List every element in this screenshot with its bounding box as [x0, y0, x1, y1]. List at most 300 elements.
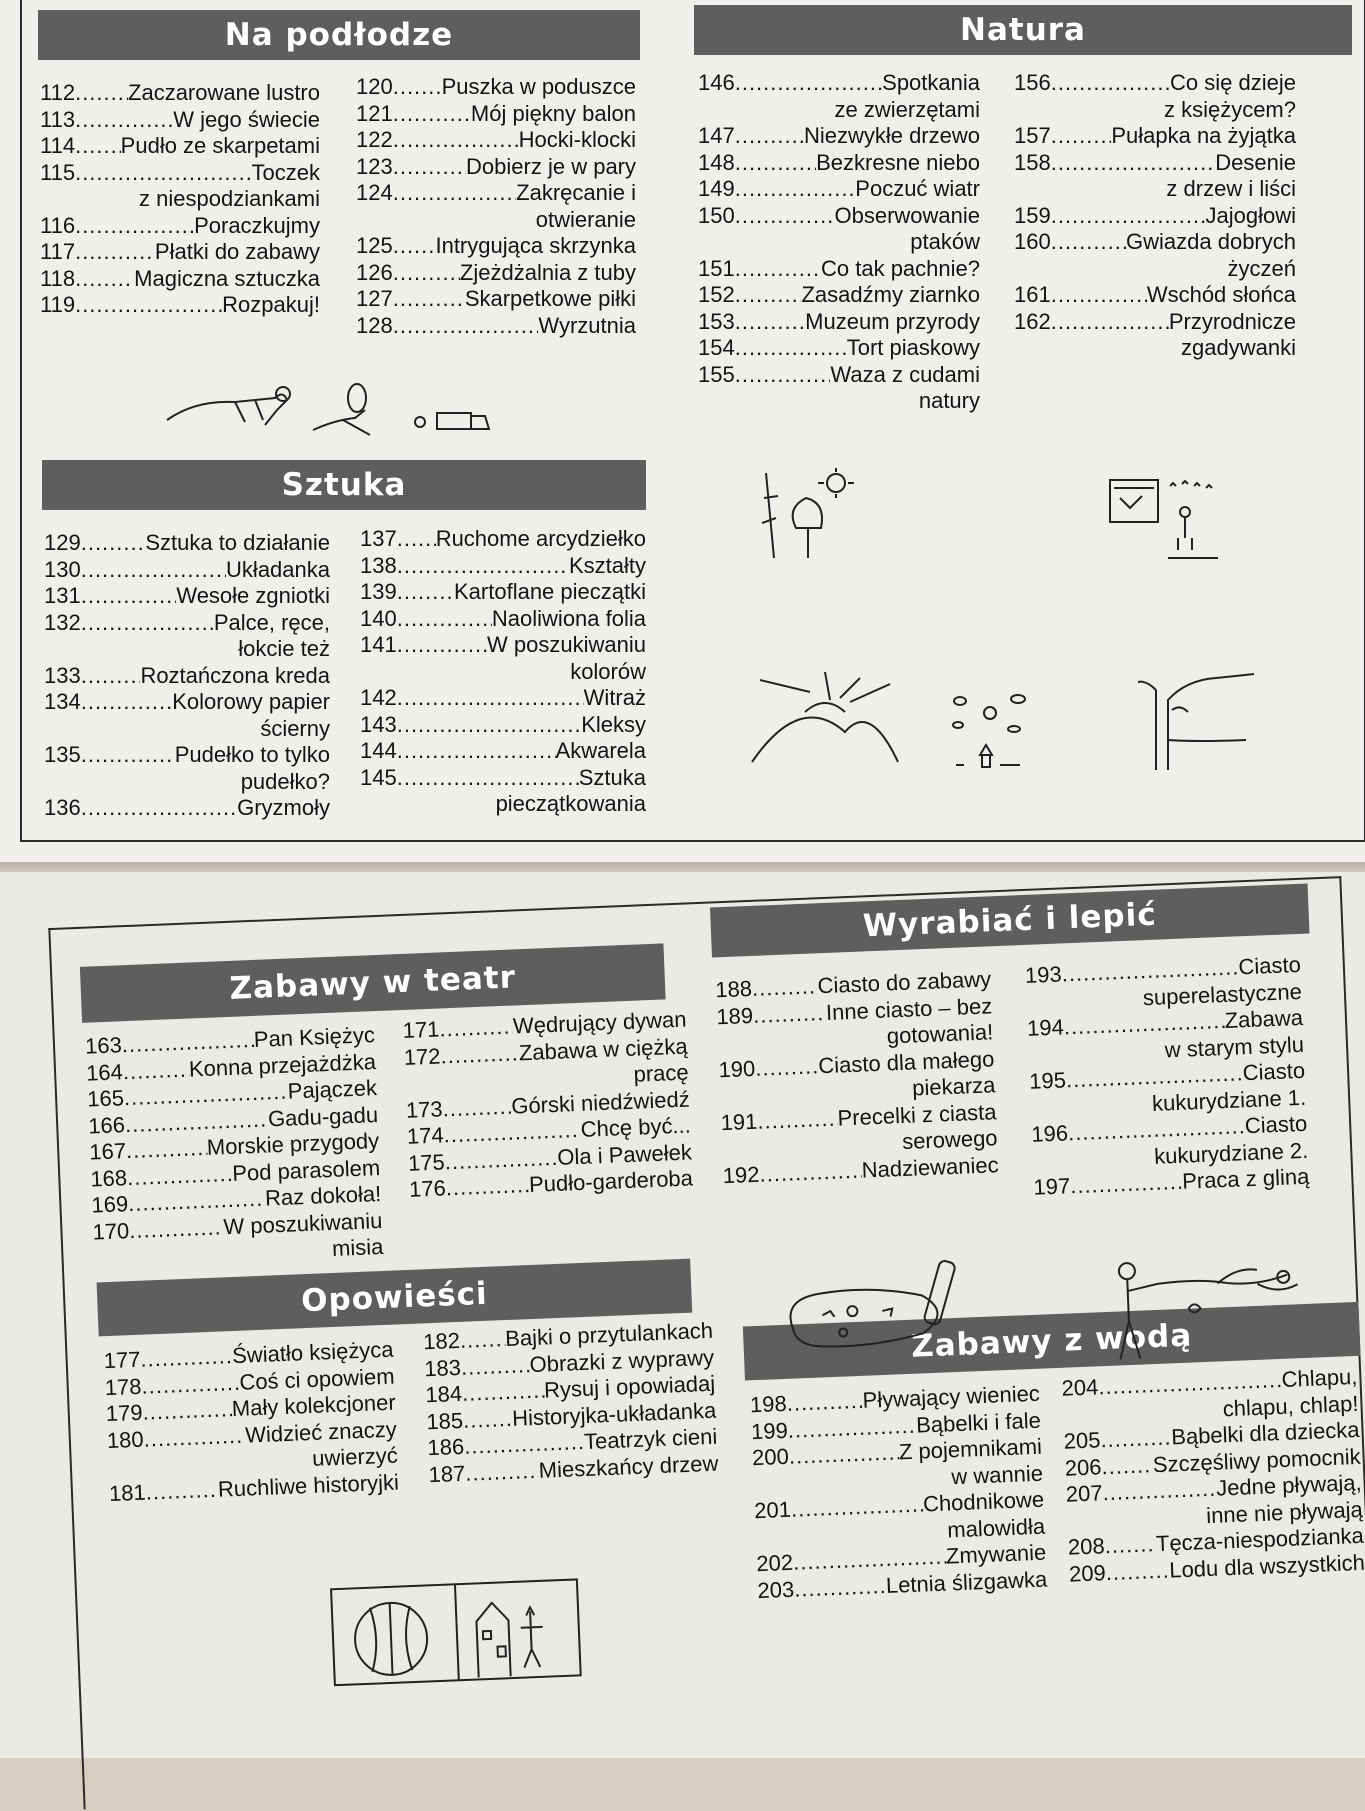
entry-title: Ruchliwe historyjki	[217, 1468, 400, 1502]
entry-title: Kolorowy papier	[172, 689, 330, 714]
list-entry	[360, 526, 646, 553]
entry-number: 168	[89, 1164, 128, 1192]
entry-title: Mój piękny balon	[470, 100, 636, 126]
entry-number: 182	[422, 1327, 461, 1355]
entry-number: 166	[87, 1111, 126, 1139]
entry-title: Pływający wieniec	[862, 1380, 1041, 1413]
list-entry	[698, 362, 980, 389]
dough-and-rolling-pin-doodle	[780, 1251, 984, 1353]
dot-leader	[1070, 1169, 1183, 1200]
dot-leader	[122, 1056, 189, 1085]
entry-number: 185	[425, 1407, 464, 1434]
list-entry	[44, 610, 330, 637]
entry-number: 121	[356, 100, 393, 126]
entry-title: Zjeżdżalnia z tuby	[459, 259, 636, 285]
entry-number: 130	[44, 556, 81, 582]
dot-leader	[393, 101, 471, 128]
entry-title: Światło księżyca	[231, 1336, 394, 1369]
dot-leader	[75, 160, 251, 187]
dot-leader	[397, 765, 579, 792]
entry-number: 123	[356, 153, 393, 179]
entry-number: 180	[106, 1426, 145, 1453]
list-entry	[360, 765, 646, 792]
dot-leader	[81, 742, 175, 769]
entry-title: Gadu-gadu	[267, 1101, 379, 1131]
entry-title: Poczuć wiatr	[855, 176, 980, 201]
list-entry	[40, 292, 320, 319]
list-entry	[698, 123, 980, 150]
entry-number: 114	[40, 133, 76, 158]
list-entry	[44, 795, 330, 822]
entry-number: 193	[1024, 961, 1063, 988]
entry-title: Pudło ze skarpetami	[120, 133, 320, 158]
list-entry	[356, 260, 636, 287]
entry-title-continuation: z niespodziankami	[139, 186, 320, 211]
entry-number: 200	[751, 1443, 790, 1471]
entry-number: 171	[402, 1016, 440, 1043]
dot-leader	[1051, 150, 1216, 177]
entry-number: 115	[40, 159, 76, 185]
dot-leader	[75, 292, 222, 319]
list-entry	[356, 101, 636, 128]
crawling-children-doodle	[165, 380, 505, 440]
entry-number: 125	[356, 233, 393, 258]
dot-leader	[393, 286, 465, 313]
entry-title: Kartoflane pieczątki	[454, 579, 646, 604]
entry-number: 116	[40, 212, 76, 238]
dot-leader	[462, 1378, 545, 1408]
entry-number: 208	[1067, 1533, 1106, 1560]
dot-leader	[393, 74, 442, 101]
entry-number: 204	[1061, 1374, 1099, 1401]
entry-title: Gryzmoły	[237, 795, 330, 820]
entry-title: Praca z gliną	[1181, 1163, 1310, 1194]
list-entry	[356, 233, 636, 260]
list-entry	[356, 313, 636, 340]
section-title-opowiesci: Opowieści	[97, 1259, 693, 1337]
dot-leader	[439, 1014, 514, 1043]
list-entry	[698, 70, 980, 97]
entry-title: Waza z cudami	[830, 361, 980, 387]
dot-leader	[1051, 282, 1147, 309]
dot-leader	[735, 176, 856, 203]
entry-number: 190	[717, 1055, 756, 1082]
entry-title-continuation: kolorów	[570, 658, 646, 684]
entry-number: 163	[84, 1032, 123, 1059]
entry-title: Toczek	[251, 159, 320, 185]
entry-number: 146	[698, 70, 735, 95]
section-title-zabawy-z-woda: Zabawy z wodą	[743, 1302, 1361, 1381]
section-title-zabawy-w-teatr: Zabawy w teatr	[80, 943, 666, 1022]
entry-title: Niezwykłe drzewo	[803, 123, 980, 148]
entry-number: 134	[44, 689, 81, 714]
entry-title: Desenie	[1215, 149, 1296, 175]
section-title-na-podlodze: Na podłodze	[38, 10, 640, 60]
dot-leader	[1051, 70, 1170, 97]
entry-title: Co tak pachnie?	[821, 255, 980, 281]
entry-title: Z pojemnikami	[898, 1433, 1043, 1465]
entry-number: 126	[356, 259, 393, 285]
entry-number: 124	[356, 180, 393, 205]
entry-title: Coś ci opowiem	[238, 1363, 396, 1395]
entry-number: 113	[40, 106, 76, 132]
entry-title: Sztuka	[578, 764, 646, 790]
dot-leader	[442, 1093, 512, 1122]
list-entry	[44, 583, 330, 610]
dot-leader	[393, 260, 460, 287]
dot-leader	[397, 606, 492, 633]
entry-number: 199	[750, 1417, 789, 1444]
entry-number: 131	[44, 583, 81, 608]
entry-number: 181	[108, 1479, 147, 1506]
dot-leader	[753, 999, 827, 1028]
dot-leader	[735, 362, 831, 389]
entry-title: Zabawa	[1224, 1004, 1304, 1033]
entry-title: Intrygująca skrzynka	[435, 233, 636, 258]
list-zabawy-z-woda-col1	[749, 1381, 1047, 1604]
entry-title: Zabawa w ciężką	[518, 1033, 689, 1065]
entry-title: Tęcza-niespodzianka	[1155, 1522, 1365, 1557]
entry-number: 140	[360, 605, 397, 631]
entry-title-continuation: życzeń	[1227, 255, 1296, 281]
list-entry	[356, 74, 636, 101]
list-entry	[356, 286, 636, 313]
entry-number: 183	[423, 1354, 462, 1381]
dot-leader	[463, 1405, 513, 1433]
entry-number: 189	[715, 1002, 754, 1029]
list-entry	[1014, 309, 1296, 336]
bottom-rotated-content	[0, 817, 1365, 1757]
entry-number: 186	[426, 1433, 465, 1461]
list-entry	[356, 154, 636, 181]
entry-number: 132	[44, 609, 81, 635]
entry-title: Palce, ręce,	[213, 609, 330, 635]
dot-leader	[145, 1476, 218, 1505]
entry-number: 151	[698, 255, 735, 281]
entry-number: 161	[1014, 282, 1051, 307]
list-wyrabiac-i-lepic-col2	[1024, 952, 1309, 1201]
entry-number: 160	[1014, 229, 1051, 254]
top-page	[0, 0, 1365, 872]
entry-number: 176	[408, 1175, 447, 1202]
dot-leader	[126, 1135, 208, 1165]
child-with-branch-doodle	[1107, 1254, 1311, 1362]
list-entry	[360, 553, 646, 580]
entry-title: Pajączek	[287, 1075, 378, 1104]
list-entry	[40, 213, 320, 240]
entry-number: 137	[360, 526, 397, 551]
entry-number: 187	[428, 1460, 466, 1487]
list-entry	[356, 127, 636, 154]
dot-leader	[757, 1105, 838, 1135]
entry-title-continuation: w wannie	[950, 1460, 1044, 1489]
dot-leader	[460, 1352, 530, 1381]
entry-number: 191	[720, 1108, 758, 1135]
entry-title: Układanka	[226, 556, 330, 582]
dot-leader	[393, 127, 519, 154]
entry-title: Kleksy	[581, 711, 646, 737]
entry-number: 188	[714, 975, 753, 1003]
entry-number: 112	[40, 80, 76, 105]
entry-number: 147	[698, 123, 735, 148]
entry-number: 209	[1068, 1559, 1107, 1587]
entry-number: 207	[1065, 1480, 1104, 1507]
dot-leader	[735, 256, 821, 283]
dot-leader	[755, 1053, 819, 1082]
entry-number: 205	[1063, 1427, 1101, 1454]
entry-title: Jajogłowi	[1205, 202, 1296, 228]
entry-number: 159	[1014, 202, 1051, 228]
entry-title: Pan Księżyc	[253, 1022, 376, 1052]
list-entry	[1014, 282, 1296, 309]
dot-leader	[794, 1573, 887, 1603]
list-entry	[44, 663, 330, 690]
entry-number: 158	[1014, 149, 1051, 175]
mountains-and-sun-doodle	[750, 672, 900, 767]
list-entry	[40, 107, 320, 134]
entry-number: 179	[105, 1399, 144, 1427]
entry-title: Ruchome arcydziełko	[435, 526, 646, 551]
list-entry	[698, 150, 980, 177]
entry-title: Nadziewaniec	[861, 1151, 1000, 1183]
entry-number: 139	[360, 579, 397, 604]
entry-number: 141	[360, 632, 397, 657]
entry-number: 145	[360, 764, 397, 790]
entry-number: 156	[1014, 70, 1051, 95]
entry-title-continuation: misia	[331, 1233, 384, 1261]
entry-title-continuation: otwieranie	[535, 206, 636, 232]
section-title-wyrabiac-i-lepic: Wyrabiać i lepić	[710, 884, 1310, 958]
entry-title: Akwarela	[555, 738, 646, 763]
entry-title: Wędrujący dywan	[512, 1006, 687, 1039]
dot-leader	[1100, 1424, 1172, 1453]
entry-number: 206	[1064, 1453, 1102, 1481]
dot-leader	[129, 1214, 224, 1244]
dot-leader	[735, 282, 802, 309]
entry-number: 174	[406, 1122, 445, 1149]
entry-number: 129	[44, 530, 81, 555]
entry-title: Ciasto do zabawy	[817, 966, 992, 999]
entry-number: 173	[405, 1095, 444, 1123]
dot-leader	[735, 150, 816, 177]
entry-title: Mały kolekcjoner	[231, 1389, 397, 1422]
dot-leader	[1104, 1531, 1156, 1560]
entry-number: 167	[88, 1138, 127, 1165]
entry-title: Zakręcanie i	[516, 180, 636, 205]
entry-title: Spotkania	[882, 70, 980, 95]
entry-number: 127	[356, 286, 393, 311]
dot-leader	[397, 632, 487, 659]
dot-leader	[786, 1388, 863, 1418]
entry-title: W poszukiwaniu	[222, 1207, 383, 1239]
dot-leader	[397, 526, 436, 553]
dot-leader	[1051, 203, 1206, 230]
dot-leader	[1051, 123, 1112, 150]
entry-title: Witraż	[583, 685, 646, 710]
list-na-podlodze-col2	[356, 74, 636, 339]
entry-title-continuation: gotowania!	[886, 1019, 994, 1049]
entry-number: 153	[698, 308, 735, 334]
entry-title-continuation: ptaków	[910, 229, 980, 254]
entry-title-continuation: zgadywanki	[1181, 335, 1296, 360]
dot-leader	[465, 1457, 540, 1486]
dot-leader	[397, 712, 581, 739]
entry-title: Muzeum przyrody	[805, 308, 980, 334]
list-zabawy-w-teatr-col2	[402, 1007, 693, 1204]
list-na-podlodze-col1	[40, 80, 320, 319]
entry-title: Poraczkujmy	[194, 212, 320, 238]
dot-leader	[735, 309, 805, 336]
entry-title-continuation: inne nie pływają	[1205, 1496, 1364, 1528]
entry-title: Obrazki z wyprawy	[529, 1344, 715, 1377]
list-opowiesci-col1	[103, 1337, 399, 1508]
entry-title: Wesołe zgniotki	[176, 583, 330, 608]
dot-leader	[75, 266, 134, 293]
entry-title: Inne ciasto – bez	[825, 992, 993, 1025]
dot-leader	[440, 1040, 520, 1070]
entry-title: Zaczarowane lustro	[128, 80, 320, 105]
picture-and-child-doodle	[1108, 478, 1228, 568]
entry-title: Sztuka to działanie	[145, 530, 330, 555]
dot-leader	[140, 1343, 233, 1373]
entry-title-continuation: w starym stylu	[1164, 1031, 1305, 1062]
entry-number: 197	[1032, 1173, 1071, 1200]
dot-leader	[397, 738, 556, 765]
entry-title-continuation: malowidła	[946, 1513, 1046, 1543]
entry-number: 172	[403, 1042, 441, 1070]
entry-title: Chodnikowe	[922, 1486, 1045, 1517]
entry-title: Chlapu,	[1281, 1363, 1358, 1392]
entry-title-continuation: z księżycem?	[1163, 96, 1296, 122]
entry-title-continuation: chlapu, chlap!	[1222, 1390, 1359, 1421]
entry-number: 192	[722, 1161, 760, 1188]
dot-leader	[393, 154, 466, 181]
list-sztuka-col1	[44, 530, 330, 822]
entry-number: 157	[1014, 123, 1051, 148]
entry-title: Skarpetkowe piłki	[464, 286, 636, 311]
entry-title: Przyrodnicze	[1168, 308, 1296, 334]
list-entry	[360, 685, 646, 712]
entry-number: 202	[755, 1549, 794, 1577]
dot-leader	[81, 583, 177, 610]
entry-title: Ciasto	[1244, 1110, 1308, 1139]
dot-leader	[81, 795, 237, 822]
entry-number: 118	[40, 265, 76, 291]
dot-leader	[393, 180, 516, 207]
entry-number: 149	[698, 176, 735, 201]
list-entry	[1014, 203, 1296, 230]
dot-leader	[81, 689, 173, 716]
list-entry	[40, 133, 320, 160]
dot-leader	[735, 335, 847, 362]
entry-number: 136	[44, 795, 81, 820]
entry-title: Tort piaskowy	[846, 335, 980, 360]
entry-title: Letnia ślizgawka	[885, 1566, 1048, 1598]
entry-title: Morskie przygody	[206, 1128, 380, 1160]
entry-title: Rozpakuj!	[222, 292, 320, 317]
dot-leader	[397, 553, 569, 580]
entry-title: Jedne pływają,	[1215, 1469, 1363, 1501]
entry-number: 165	[86, 1085, 125, 1112]
entry-title: Wschód słońca	[1146, 282, 1296, 307]
dot-leader	[393, 233, 436, 260]
list-natura-col2	[1014, 70, 1296, 362]
list-entry	[40, 80, 320, 107]
entry-number: 117	[40, 239, 76, 264]
entry-number: 194	[1026, 1014, 1065, 1041]
entry-title-continuation: piekarza	[911, 1072, 996, 1101]
entry-title: Ciasto	[1242, 1057, 1306, 1086]
entry-title-continuation: ze zwierzętami	[834, 96, 980, 122]
entry-title: Zmywanie	[945, 1539, 1047, 1569]
entry-number: 144	[360, 738, 397, 763]
entry-number: 148	[698, 149, 735, 175]
dot-leader	[397, 685, 584, 712]
list-entry	[360, 738, 646, 765]
list-sztuka-col2	[360, 526, 646, 818]
entry-number: 119	[40, 292, 76, 317]
entry-number: 198	[749, 1390, 788, 1418]
list-entry	[44, 742, 330, 769]
dot-leader	[81, 610, 214, 637]
entry-title: Rysuj i opowiadaj	[543, 1370, 716, 1403]
dot-leader	[75, 213, 194, 240]
bottom-page	[0, 872, 1365, 1758]
list-entry	[40, 160, 320, 187]
entry-title: Bąbelki dla dziecka	[1170, 1416, 1360, 1450]
entry-number: 162	[1014, 308, 1051, 334]
dot-leader	[788, 1439, 899, 1470]
entry-title: Naoliwiona folia	[491, 605, 646, 631]
list-entry	[40, 239, 320, 266]
entry-number: 142	[360, 685, 397, 710]
entry-number: 128	[356, 312, 393, 338]
entry-title: Raz dokoła!	[264, 1180, 382, 1211]
section-title-natura: Natura	[694, 5, 1352, 55]
entry-number: 175	[407, 1148, 446, 1176]
dot-leader	[393, 313, 539, 340]
dot-leader	[75, 133, 121, 160]
entry-title: Szczęśliwy pomocnik	[1152, 1443, 1362, 1477]
entry-title: Ciasto dla małego	[817, 1045, 995, 1078]
dot-leader	[759, 1157, 862, 1188]
dot-leader	[143, 1422, 246, 1453]
entry-number: 138	[360, 552, 397, 578]
entry-title-continuation: superelastyczne	[1142, 978, 1303, 1010]
entry-number: 184	[424, 1380, 463, 1408]
entry-number: 178	[104, 1373, 142, 1400]
entry-title: Bąbelki i fale	[915, 1407, 1042, 1438]
entry-number: 170	[92, 1217, 130, 1245]
section-title-sztuka: Sztuka	[42, 460, 646, 510]
entry-title: Teatrzyk cieni	[583, 1423, 718, 1455]
entry-title: Pudełko to tylko	[174, 742, 330, 767]
dot-leader	[735, 203, 835, 230]
list-entry	[360, 632, 646, 659]
dot-leader	[81, 557, 226, 584]
entry-title: Zasadźmy ziarnko	[801, 282, 980, 307]
list-entry	[44, 689, 330, 716]
list-natura-col1	[698, 70, 980, 415]
entry-number: 164	[85, 1058, 124, 1086]
entry-title: Płatki do zabawy	[154, 239, 320, 264]
list-wyrabiac-i-lepic-col1	[715, 966, 999, 1189]
list-entry	[698, 176, 980, 203]
entry-title: Górski niedźwiedź	[510, 1086, 691, 1119]
entry-number: 150	[698, 202, 735, 228]
entry-number: 152	[698, 282, 735, 307]
dot-leader	[445, 1172, 529, 1202]
